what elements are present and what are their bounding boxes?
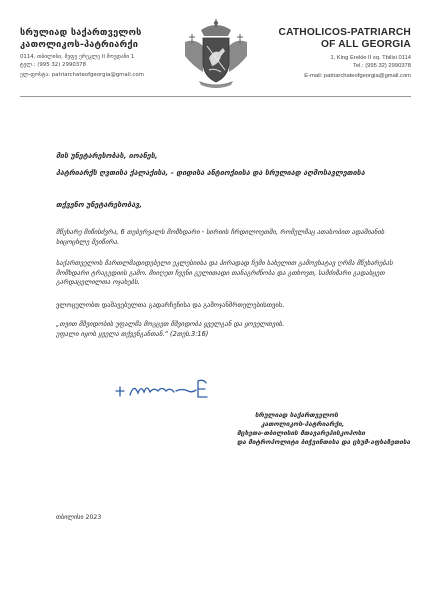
letterhead-address-ka: 0114, თბილისი, მეფე ერეკლე II მოედანი 1 bbox=[20, 54, 135, 60]
addressee-line2: პატრიარქს ღვთისა ქალაქისა, - დიდისა ანტიოქიისა და სრულიად აღმოსავლეთისა bbox=[56, 168, 365, 177]
letterhead-tel-en: Tel.: (995 32) 2990378 bbox=[352, 62, 411, 69]
place-date: თბილისი 2023 bbox=[56, 514, 102, 521]
signature-line2: კათოლიკოს-პატრიარქი, bbox=[261, 420, 345, 428]
signature-block bbox=[237, 411, 417, 447]
paragraph-1: მწუხარე მიწისძვრა, 6 თებერვალს მომხდარი - სირიის ჩრდილოეთში, რომელმაც ათასობით ადამიანის სიცოცხლე შეიწირა. bbox=[56, 228, 385, 246]
letterhead-title-en-line1: CATHOLICOS-PATRIARCH bbox=[278, 27, 411, 38]
letterhead-email-en: E-mail: patriarchateofgeorgia@gmail.com bbox=[304, 72, 411, 79]
addressee bbox=[56, 151, 396, 178]
handwritten-signature bbox=[112, 375, 212, 403]
paragraph-2: საქართველოს მართლმადიდებელი ეკლესიისა და პირადად ჩემი სახელით გამოვხატავ ღრმა მწუხარებას მომხდარი ტრაგედიის გამო. მიიღეთ ჩვენი გულითადი თანაგრძნობა და გთხოვთ, სამძიმარი გადასცეთ გარდაცვლილთა ოჯახებს. bbox=[56, 259, 393, 287]
letterhead-tel-ka: ტელ.: (995 32) 2990378 bbox=[20, 61, 87, 68]
signature-line4: და მიტროპოლიტი ბიჭვინთისა და ცხუმ-აფხაზეთისა bbox=[237, 438, 411, 446]
letterhead-left bbox=[20, 27, 180, 79]
quote-line1: „თვით მშვიდობის უფალმა მოგცეთ მშვიდობა ყველგან და ყოველთვის. bbox=[56, 320, 285, 328]
letterhead-title-ka-line2: კათოლიკოს-პატრიარქი bbox=[20, 38, 139, 50]
letterhead-address-en: 1, King Erekle II sq. Tbilisi 0114 bbox=[330, 55, 411, 61]
quote-line2: უფალი იყოს ყველა თქვენგანთან.“ (2თეს.3:16) bbox=[56, 329, 209, 338]
paragraph-4 bbox=[56, 320, 396, 339]
letterhead-title-ka-line1: სრულიად საქართველოს bbox=[20, 27, 142, 38]
signature-line1: სრულიად საქართველოს bbox=[255, 411, 339, 419]
letterhead-title-en-line2: OF ALL GEORGIA bbox=[321, 39, 411, 50]
letterhead-right bbox=[261, 27, 411, 80]
greeting: თქვენო უნეტარესობავ, bbox=[56, 200, 143, 209]
addressee-line1: მის უნეტარესობას, იოანეს, bbox=[56, 151, 158, 160]
paragraph-3: ვლოცულობთ დაშავებულთა გადარჩენისა და გამოჯანმრთელებისთვის. bbox=[56, 301, 285, 309]
letterhead-divider bbox=[20, 96, 411, 97]
letterhead-email-ka: ელ-ფოსტა: patriarchateofgeorgia@gmail.com bbox=[20, 71, 144, 78]
signature-line3: მცხეთა-თბილისის მთავარეპისკოპოსი bbox=[237, 429, 366, 437]
patriarchate-emblem-icon bbox=[181, 18, 251, 90]
